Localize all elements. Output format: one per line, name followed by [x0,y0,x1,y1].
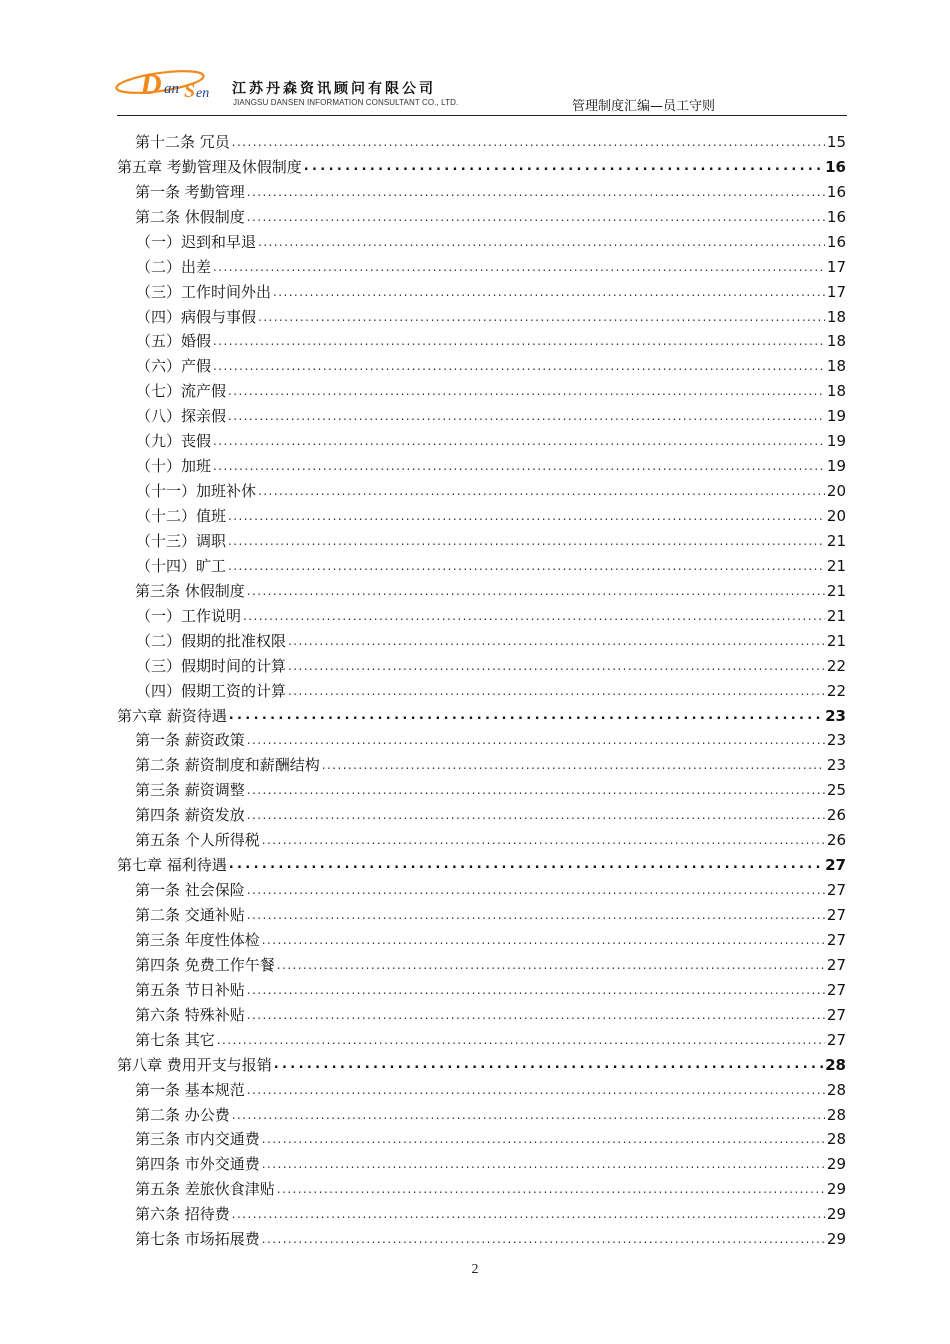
toc-entry[interactable] [117,376,846,401]
toc-entry-label: （十一）加班补休 [136,482,257,501]
toc-entry-page: 29 [826,1180,846,1199]
toc-entry[interactable] [117,800,846,825]
svg-text:S: S [184,80,196,102]
toc-entry[interactable] [117,576,846,601]
toc-entry[interactable] [117,726,846,751]
toc-dot-leader [213,360,825,372]
toc-dot-leader [247,186,825,198]
toc-entry[interactable] [117,1174,846,1199]
toc-entry-page: 22 [826,681,846,700]
toc-entry-page: 18 [826,382,846,401]
toc-dot-leader [262,1133,825,1145]
svg-text:an: an [164,81,179,97]
toc-entry-label: （二）假期的批准权限 [136,631,287,650]
table-of-contents [117,127,846,1249]
toc-entry-page: 18 [826,357,846,376]
toc-entry[interactable] [117,900,846,925]
toc-entry[interactable] [117,626,846,651]
toc-dot-leader [228,385,825,397]
header-divider [117,115,847,116]
toc-entry[interactable] [117,127,846,152]
toc-entry-label: 第三条 市内交通费 [135,1130,260,1149]
toc-entry[interactable] [117,252,846,277]
toc-entry[interactable] [117,351,846,376]
company-name-cn: 江苏丹森资讯顾问有限公司 [232,81,436,97]
toc-entry-label: 第七条 其它 [135,1030,215,1049]
toc-dot-leader [262,834,825,846]
toc-entry-page: 29 [826,1155,846,1174]
toc-entry[interactable] [117,227,846,252]
toc-entry[interactable] [117,327,846,352]
toc-entry[interactable] [117,277,846,302]
toc-entry-label: （六）产假 [136,357,212,376]
toc-dot-leader [228,560,825,572]
toc-entry-label: 第五章 考勤管理及休假制度 [117,157,302,176]
toc-entry-label: （一）迟到和早退 [136,232,257,251]
toc-entry-page: 27 [826,1005,846,1024]
toc-entry-label: 第二条 办公费 [135,1105,230,1124]
toc-dot-leader [304,161,823,173]
toc-entry-page: 21 [826,556,846,575]
toc-entry[interactable] [117,177,846,202]
toc-entry-page: 16 [826,207,846,226]
toc-dot-leader [288,635,825,647]
toc-dot-leader [322,759,825,771]
toc-entry-label: （三）假期时间的计算 [136,656,287,675]
toc-dot-leader [273,286,825,298]
toc-entry-label: 第六条 招待费 [135,1205,230,1224]
toc-entry-label: 第八章 费用开支与报销 [117,1055,272,1074]
toc-dot-leader [247,909,825,921]
toc-entry-page: 29 [826,1205,846,1224]
toc-entry-label: （四）假期工资的计算 [136,681,287,700]
toc-entry-label: 第三条 薪资调整 [135,781,245,800]
toc-entry[interactable] [117,875,846,900]
toc-entry-label: 第六章 薪资待遇 [117,706,227,725]
toc-entry-label: 第一条 考勤管理 [135,182,245,201]
toc-entry-page: 21 [826,606,846,625]
dansen-logo [112,60,232,110]
toc-entry[interactable] [117,1149,846,1174]
toc-entry-page: 15 [826,132,846,151]
svg-text:en: en [196,86,210,101]
toc-dot-leader [247,809,825,821]
toc-dot-leader [277,1183,825,1195]
toc-entry-page: 16 [825,157,846,176]
toc-entry[interactable] [117,501,846,526]
toc-entry-label: 第五条 个人所得税 [135,831,260,850]
toc-entry[interactable] [117,775,846,800]
toc-dot-leader [247,1084,825,1096]
toc-entry[interactable] [117,1199,846,1224]
toc-entry[interactable] [117,1224,846,1249]
toc-entry[interactable] [117,601,846,626]
toc-entry[interactable] [117,401,846,426]
toc-entry[interactable] [117,302,846,327]
page-header [112,60,847,116]
toc-entry-label: 第四条 薪资发放 [135,806,245,825]
toc-entry[interactable] [117,750,846,775]
toc-entry-label: 第四条 免费工作午餐 [135,955,275,974]
toc-entry[interactable] [117,975,846,1000]
toc-entry-page: 19 [826,432,846,451]
toc-dot-leader [213,335,825,347]
toc-entry-label: （四）病假与事假 [136,307,257,326]
toc-dot-leader [229,859,823,871]
toc-entry[interactable] [117,1125,846,1150]
toc-dot-leader [232,1208,825,1220]
toc-entry-label: 第五条 差旅伙食津贴 [135,1180,275,1199]
toc-dot-leader [229,710,823,722]
toc-dot-leader [213,261,825,273]
document-title: 管理制度汇编—员工守则 [572,99,716,114]
toc-entry-label: （十二）值班 [136,507,227,525]
toc-entry-page: 27 [826,955,846,974]
toc-entry-page: 27 [825,856,846,875]
toc-entry-page: 27 [826,881,846,900]
toc-dot-leader [228,410,825,422]
toc-entry-label: 第一条 薪资政策 [135,731,245,750]
toc-entry-label: 第五条 节日补贴 [135,980,245,999]
toc-chapter-entry[interactable] [117,850,846,875]
toc-dot-leader [262,1158,825,1170]
toc-entry-label: 第二条 交通补贴 [135,906,245,924]
toc-entry-page: 18 [826,332,846,351]
toc-entry[interactable] [117,426,846,451]
toc-entry-label: 第一条 基本规范 [135,1080,245,1099]
page-number: 2 [471,1262,479,1277]
toc-entry-page: 16 [826,232,846,251]
toc-entry-page: 26 [826,831,846,850]
toc-entry-page: 27 [826,980,846,999]
toc-entry-label: （十）加班 [136,457,212,476]
toc-entry-page: 27 [826,1030,846,1049]
toc-entry-page: 17 [826,257,846,276]
toc-entry-label: （二）出差 [136,257,212,276]
toc-dot-leader [258,311,825,323]
toc-entry-page: 20 [826,482,846,501]
toc-dot-leader [258,485,825,497]
toc-entry-page: 27 [826,930,846,949]
toc-entry-page: 23 [825,706,846,725]
toc-dot-leader [247,1009,825,1021]
toc-dot-leader [262,1233,825,1245]
toc-dot-leader [247,211,825,223]
toc-entry-page: 26 [826,806,846,825]
toc-entry[interactable] [117,526,846,551]
toc-entry[interactable] [117,950,846,975]
toc-entry[interactable] [117,476,846,501]
toc-entry-page: 23 [826,756,846,775]
toc-entry-label: 第十二条 冗员 [135,132,230,151]
toc-entry-page: 18 [826,307,846,326]
toc-entry-label: 第四条 市外交通费 [135,1155,260,1174]
toc-entry-label: 第七条 市场拓展费 [135,1230,260,1249]
toc-chapter-entry[interactable] [117,701,846,726]
toc-dot-leader [277,959,825,971]
company-name-en: JIANGSU DANSEN INFORMATION CONSULTANT CO., LTD. [233,98,459,107]
toc-entry-label: （三）工作时间外出 [136,282,272,301]
toc-entry-page: 28 [826,1130,846,1149]
toc-entry-page: 21 [826,631,846,650]
toc-entry-label: （一）工作说明 [136,606,242,625]
toc-entry-page: 25 [826,781,846,800]
toc-dot-leader [217,1034,825,1046]
toc-entry[interactable] [117,451,846,476]
toc-dot-leader [247,784,825,796]
toc-entry-page: 21 [826,531,846,550]
toc-entry-page: 22 [826,656,846,675]
toc-entry-label: 第三条 休假制度 [135,581,245,600]
toc-entry[interactable] [117,925,846,950]
toc-entry-label: （十四）旷工 [136,556,227,575]
toc-dot-leader [247,734,825,746]
toc-entry-label: 第六条 特殊补贴 [135,1005,245,1024]
toc-dot-leader [228,510,825,522]
svg-text:D: D [140,68,162,101]
toc-entry[interactable] [117,1025,846,1050]
toc-entry[interactable] [117,1075,846,1100]
toc-entry-page: 19 [826,457,846,476]
toc-dot-leader [232,136,825,148]
toc-entry[interactable] [117,1000,846,1025]
toc-dot-leader [228,535,825,547]
toc-chapter-entry[interactable] [117,1050,846,1075]
toc-dot-leader [232,1109,825,1121]
toc-entry-label: （九）丧假 [136,432,212,451]
toc-dot-leader [258,236,825,248]
toc-dot-leader [213,460,825,472]
toc-dot-leader [213,435,825,447]
toc-entry[interactable] [117,551,846,576]
toc-entry[interactable] [117,651,846,676]
toc-dot-leader [247,884,825,896]
toc-entry-label: 第二条 休假制度 [135,207,245,226]
toc-dot-leader [274,1059,823,1071]
toc-entry-label: （七）流产假 [136,382,227,401]
toc-entry-page: 23 [826,731,846,750]
toc-entry-label: （十三）调职 [136,531,227,550]
toc-entry-page: 28 [825,1055,846,1074]
toc-entry-label: 第七章 福利待遇 [117,856,227,875]
toc-entry-label: 第二条 薪资制度和薪酬结构 [135,756,320,775]
toc-entry-page: 16 [826,182,846,201]
toc-entry-page: 28 [826,1080,846,1099]
toc-entry-page: 28 [826,1105,846,1124]
toc-entry[interactable] [117,1100,846,1125]
toc-entry-page: 20 [826,507,846,525]
toc-dot-leader [288,660,825,672]
toc-entry[interactable] [117,202,846,227]
toc-dot-leader [288,685,825,697]
toc-dot-leader [243,610,825,622]
toc-dot-leader [262,934,825,946]
toc-entry-page: 19 [826,407,846,426]
toc-entry-label: （五）婚假 [136,332,212,351]
toc-dot-leader [247,585,825,597]
toc-entry-label: 第一条 社会保险 [135,881,245,900]
toc-entry-page: 29 [826,1230,846,1249]
toc-chapter-entry[interactable] [117,152,846,177]
toc-entry[interactable] [117,825,846,850]
toc-entry-page: 27 [826,906,846,924]
toc-entry-page: 21 [826,581,846,600]
toc-entry-label: 第三条 年度性体检 [135,930,260,949]
toc-dot-leader [247,984,825,996]
toc-entry-label: （八）探亲假 [136,407,227,426]
toc-entry-page: 17 [826,282,846,301]
toc-entry[interactable] [117,676,846,701]
